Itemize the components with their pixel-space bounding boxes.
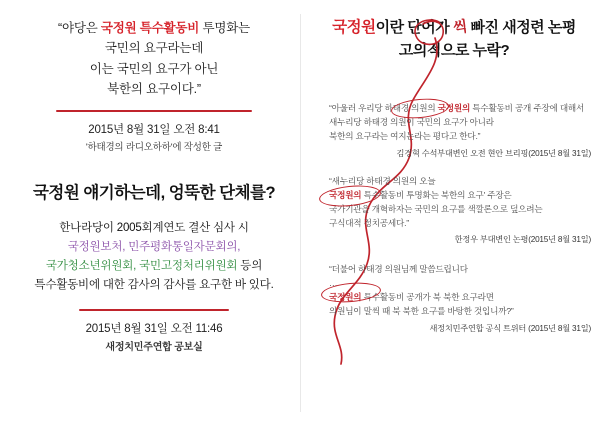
q2-circled-term: 국정원의 (329, 189, 362, 200)
q1-circled-term: 국정원의 (437, 103, 471, 113)
column-divider (300, 14, 301, 412)
quote-line-2: 국민의 요구라는데 (104, 41, 204, 56)
left-column (8, 18, 300, 353)
quote-highlight-red: 국정원 특수활동비 (100, 21, 200, 35)
body-line-3 (8, 257, 300, 276)
q1-caption-text: 김경혁 수석부대변인 오전 현안 브리핑(2015년 8월 31일) (396, 148, 591, 158)
right-headline-line-2: 고의적으로 누락? (398, 41, 510, 59)
q2-line-1: “새누리당 하태경 의원의 오늘 (329, 175, 436, 186)
quote-line-4: 북한의 요구이다.” (107, 81, 201, 96)
right-headline (305, 16, 597, 62)
q3-line-3 (329, 291, 591, 305)
q1-seg-a: “아울러 우리당 하태경 의원의 (329, 103, 438, 113)
q1-seg-b: 특수활동비 공개 주장에 대해서 (470, 103, 585, 113)
body-line-3-green: 국가청소년위원회, 국민고정처리위원회 (45, 260, 238, 273)
quote-item-2-caption (329, 234, 591, 245)
quote-seg: “야당은 (58, 21, 101, 35)
body-line-2: 국정원보처, 민주평화통일자문회의, (67, 241, 241, 254)
main-quote (8, 18, 300, 99)
q2-seg-b: 특수활동비 투명화는 북한의 요구' 주장은 (361, 189, 512, 200)
q1-line-3: 북한의 요구라는 여지논라는 평다고 한다.” (329, 130, 481, 141)
quote-item-3 (305, 263, 597, 334)
q1-line-2: 새누리당 하태경 의원이 국민의 요구가 아니라 (329, 116, 494, 127)
red-divider-1 (56, 110, 252, 112)
quote-line-3: 이는 국민의 요구가 아닌 (89, 61, 219, 76)
quote-item-3-caption (329, 323, 591, 334)
q2-line-4: 구식대적 정치공세다.” (329, 217, 409, 228)
q2-caption-text: 한정우 부대변인 논평(2015년 8월 31일) (454, 235, 591, 245)
right-headline-line-1 (311, 16, 597, 40)
q3-circled-term: 국정원의 (329, 292, 362, 303)
quote-timestamp-1: 2015년 8월 31일 오전 8:41 (88, 124, 220, 136)
quote-item-1-caption (329, 148, 591, 159)
quote-line-1 (16, 18, 292, 38)
right-column (305, 16, 597, 334)
quote-item-3-text (329, 263, 591, 319)
quote-item-1 (305, 102, 597, 159)
headline-seg-3: 빠진 새정련 논평 (466, 19, 576, 36)
q3-seg-b: 특수활동비 공개가 북 북한 요구라면 (361, 292, 494, 303)
quote-timestamp-2: 2015년 8월 31일 오전 11:46 (85, 323, 223, 336)
q2-line-2 (329, 189, 591, 203)
q3-caption-text: 새정치민주연합 공식 트위터 (2015년 8월 31일) (429, 324, 591, 334)
quote-item-1-text (329, 102, 591, 144)
q3-line-4: 의원님이 말씩 때 북 북한 요구를 바탕한 것입니까?” (329, 306, 514, 317)
body-line-3-tail: 등의 (237, 260, 263, 273)
body-line-4: 특수활동비에 대한 감사의 감사를 요구한 바 있다. (34, 279, 274, 292)
body-line-1: 한나라당이 2005회계연도 결산 심사 시 (59, 222, 249, 234)
q3-line-1: “더불어 하태경 의원님께 말씀드립니다 (329, 264, 468, 275)
scribble-word: 씩 (451, 17, 469, 37)
quote-item-2-text (329, 175, 591, 231)
quote-seg: 투명화는 (199, 21, 250, 35)
q2-line-3: 국가기관을 개혁하자는 국민의 요구를 색깔론으로 덮으려는 (329, 203, 543, 214)
headline-seg-2: 이란 단어가 (375, 19, 453, 36)
red-divider-2 (79, 309, 229, 311)
quote-source-2: 새정치민주연합 공보실 (105, 342, 203, 354)
quote-source-1: '하태경의 라디오하하'에 작성한 글 (85, 142, 223, 153)
headline-keyword: 국정원 (332, 19, 376, 36)
body-paragraph (8, 219, 300, 295)
quote-item-2 (305, 175, 597, 246)
q3-line-2: … (329, 278, 338, 289)
q1-line-1 (329, 102, 591, 116)
section-headline: 국정원 얘기하는데, 엉뚝한 단체를? (32, 184, 276, 202)
